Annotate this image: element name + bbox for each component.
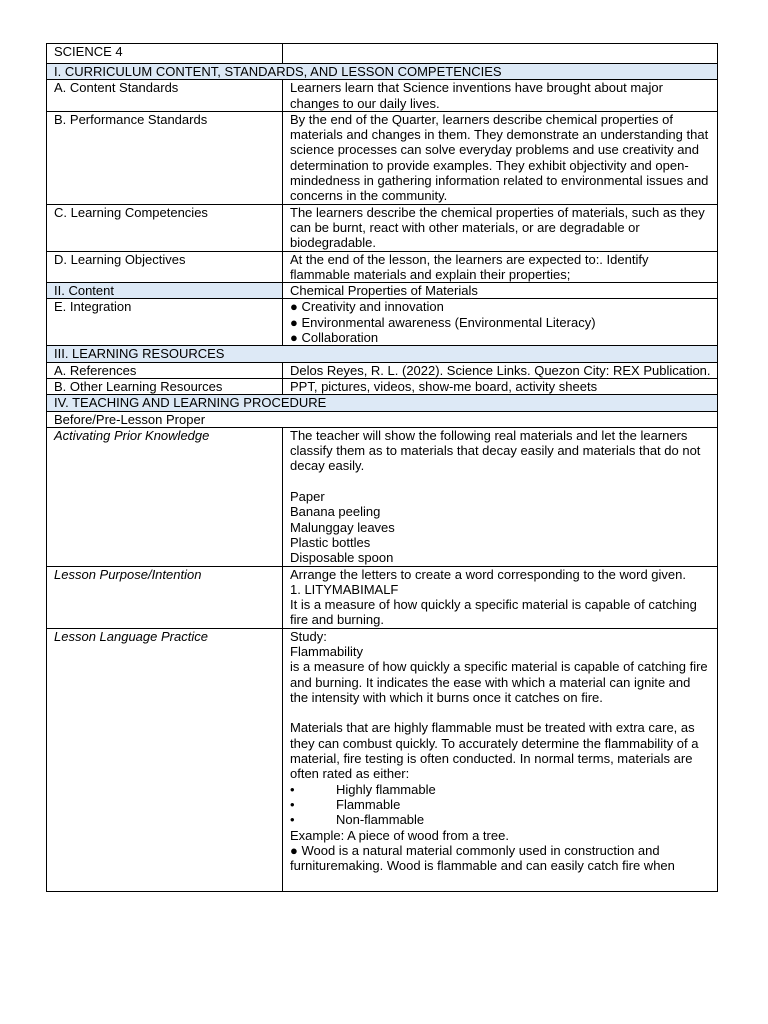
row-value: PPT, pictures, videos, show-me board, activity sheets [283, 378, 718, 394]
spacer [290, 705, 711, 720]
table-row [47, 80, 718, 112]
section-resources: III. LEARNING RESOURCES [47, 346, 718, 362]
row-label: D. Learning Objectives [47, 251, 283, 283]
row-label: B. Other Learning Resources [47, 378, 283, 394]
table-row [47, 283, 718, 299]
rating-label: Highly flammable [336, 781, 436, 797]
section-row [47, 64, 718, 80]
row-label: A. Content Standards [47, 80, 283, 112]
list-item [290, 797, 711, 812]
example-line: Example: A piece of wood from a tree. [290, 827, 509, 843]
activating-intro: The teacher will show the following real materials and let the learners classify them as to materials that decay easily and materials that do not decay easily. [290, 427, 701, 474]
table-row [47, 427, 718, 566]
section-row [47, 346, 718, 362]
bullet-icon: • [290, 812, 295, 828]
list-item: Plastic bottles [290, 534, 371, 550]
bullet-icon: • [290, 796, 295, 812]
table-row [47, 566, 718, 628]
list-item: Malunggay leaves [290, 519, 395, 535]
table-row [47, 411, 718, 427]
section-procedure: IV. TEACHING AND LEARNING PROCEDURE [47, 395, 718, 411]
row-label: C. Learning Competencies [47, 204, 283, 251]
row-value: Chemical Properties of Materials [283, 283, 718, 299]
row-value: Learners learn that Science inventions have brought about major changes to our daily lives. [283, 80, 718, 112]
table-row [47, 362, 718, 378]
row-label: Lesson Language Practice [47, 628, 283, 891]
list-item: Paper [290, 489, 325, 505]
jumbled-word: 1. LITYMABIMALF [290, 581, 399, 597]
table-row [47, 111, 718, 204]
purpose-cell [283, 566, 718, 628]
list-item [290, 812, 711, 827]
title-row [47, 44, 718, 64]
row-label: Lesson Purpose/Intention [47, 566, 283, 628]
table-row [47, 378, 718, 394]
list-item [290, 782, 711, 797]
integration-list [283, 299, 718, 346]
table-row [47, 204, 718, 251]
row-label: B. Performance Standards [47, 111, 283, 204]
language-cell [283, 628, 718, 891]
before-lesson-label: Before/Pre-Lesson Proper [47, 411, 718, 427]
title-blank-cell [283, 44, 718, 64]
list-item: Banana peeling [290, 504, 381, 520]
rating-label: Non-flammable [336, 812, 425, 828]
section-content-label: II. Content [47, 283, 283, 299]
row-label: E. Integration [47, 299, 283, 346]
row-value: At the end of the lesson, the learners are expected to:. Identify flammable materials and explain their properties; [283, 251, 718, 283]
list-item: ● Collaboration [290, 330, 379, 346]
subject-title: SCIENCE 4 [47, 44, 283, 64]
term-definition: is a measure of how quickly a specific material is capable of catching fire and burning. It indicates the ease with which a material can ignite and the intensity with which it burns once it catches on fire. [290, 659, 708, 705]
rating-label: Flammable [336, 796, 401, 812]
purpose-definition: It is a measure of how quickly a specific material is capable of catching fire and burning. [290, 597, 697, 628]
purpose-intro: Arrange the letters to create a word corresponding to the word given. [290, 566, 686, 582]
row-value: By the end of the Quarter, learners describe chemical properties of materials and changes in them. They demonstrate an understanding that science processes can solve everyday problems and use creativity and determination to provide examples. They exhibit objectivity and open-mindedness in gathering information related to environmental issues and concerns in the community. [283, 111, 718, 204]
study-label: Study: [290, 628, 327, 644]
table-row [47, 251, 718, 283]
list-item: ● Environmental awareness (Environmental Literacy) [290, 314, 596, 330]
row-value: Delos Reyes, R. L. (2022). Science Links. Quezon City: REX Publication. [283, 362, 718, 378]
term: Flammability [290, 643, 363, 659]
rating-paragraph: Materials that are highly flammable must be treated with extra care, as they can combust quickly. To accurately determine the flammability of a material, fire testing is often conducted. In normal terms, materials are often rated as either: [290, 720, 699, 782]
row-label: Activating Prior Knowledge [47, 427, 283, 566]
spacer [290, 474, 711, 489]
table-row [47, 628, 718, 891]
bullet-icon: • [290, 781, 295, 797]
activating-cell [283, 427, 718, 566]
section-curriculum: I. CURRICULUM CONTENT, STANDARDS, AND LESSON COMPETENCIES [47, 64, 718, 80]
section-row [47, 395, 718, 411]
list-item: Disposable spoon [290, 550, 394, 566]
table-row [47, 299, 718, 346]
row-value: The learners describe the chemical properties of materials, such as they can be burnt, react with other materials, or are degradable or biodegradable. [283, 204, 718, 251]
wood-paragraph: ● Wood is a natural material commonly used in construction and furnituremaking. Wood is flammable and can easily catch fire when [290, 842, 675, 874]
lesson-plan-table [46, 43, 718, 892]
list-item: ● Creativity and innovation [290, 299, 444, 315]
row-label: A. References [47, 362, 283, 378]
